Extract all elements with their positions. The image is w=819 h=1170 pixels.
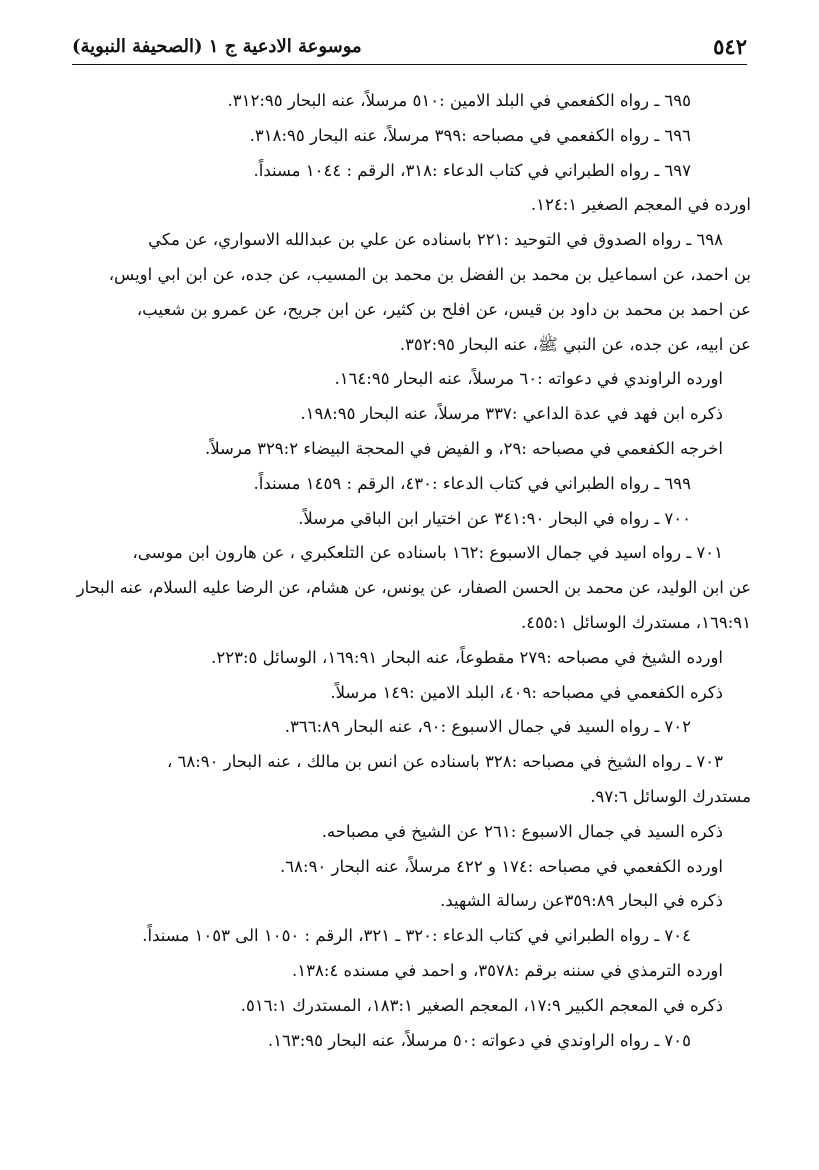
text-line: ذكره السيد في جمال الاسبوع :٢٦١ عن الشيخ في مصباحه.: [321, 821, 723, 841]
text-line: عن ابيه، عن جده، عن النبي ﷺ، عنه البحار ٣٥٢:٩٥.: [399, 334, 751, 354]
text-line: ٦٩٥ ـ رواه الكفعمي في البلد الامين :٥١٠ مرسلاً، عنه البحار ٣١٢:٩٥.: [227, 91, 691, 110]
text-line: ٧٠٠ ـ رواه في البحار ٣٤١:٩٠ عن اختيار ابن الباقي مرسلاً.: [298, 508, 691, 528]
text-line: مستدرك الوسائل ٩٧:٦.: [590, 786, 751, 806]
footnotes-body: [72, 84, 751, 1058]
text-line: ٧٠٣ ـ رواه الشيخ في مصباحه :٣٢٨ باسناده عن انس بن مالك ، عنه البحار ٦٨:٩٠ ،: [166, 752, 723, 772]
text-line: بن احمد، عن اسماعيل بن محمد بن الفضل بن محمد بن المسيب، عن جده، عن ابن ابي اويس،: [108, 264, 751, 284]
text-line: ٧٠١ ـ رواه اسيد في جمال الاسبوع :١٦٢ باسناده عن التلعكبري ، عن هارون ابن موسى،: [132, 543, 723, 563]
text-line: اورده الشيخ في مصباحه :٢٧٩ مقطوعاً، عنه البحار ١٦٩:٩١، الوسائل ٢٢٣:٥.: [211, 647, 723, 667]
text-line: عن ابن الوليد، عن محمد بن الحسن الصفار، عن يونس، عن هشام، عن الرضا عليه السلام، عنه البحار: [76, 578, 751, 598]
text-line: اخرجه الكفعمي في مصباحه :٢٩، و الفيض في المحجة البيضاء ٣٢٩:٢ مرسلاً.: [204, 438, 723, 458]
text-line: اورده في المعجم الصغير ١٢٤:١.: [530, 195, 751, 215]
text-line: ٦٩٦ ـ رواه الكفعمي في مصباحه :٣٩٩ مرسلاً، عنه البحار ٣١٨:٩٥.: [249, 125, 691, 145]
page-number: ٥٤٢: [713, 33, 747, 59]
text-line: اورده الراوندي في دعواته :٦٠ مرسلاً، عنه البحار ١٦٤:٩٥.: [334, 369, 723, 389]
text-line: ٦٩٨ ـ رواه الصدوق في التوحيد :٢٢١ باسناده عن علي بن عبدالله الاسواري، عن مكي: [148, 230, 723, 250]
text-line: ٦٩٩ ـ رواه الطبراني في كتاب الدعاء :٤٣٠، الرقم : ١٤٥٩ مسنداً.: [253, 473, 691, 493]
text-line: ذكره الكفعمي في مصباحه :٤٠٩، البلد الامين :١٤٩ مرسلاً.: [330, 682, 723, 702]
text-line: ذكره ابن فهد في عدة الداعي :٣٣٧ مرسلاً، عنه البحار ١٩٨:٩٥.: [300, 404, 723, 424]
text-line: ٧٠٤ ـ رواه الطبراني في كتاب الدعاء :٣٢٠ ـ ٣٢١، الرقم : ١٠٥٠ الى ١٠٥٣ مسنداً.: [142, 926, 691, 946]
text-line: ذكره في البحار ٣٥٩:٨٩عن رسالة الشهيد.: [440, 891, 723, 911]
text-line: اورده الترمذي في سننه برقم :٣٥٧٨، و احمد في مسنده ١٣٨:٤.: [292, 960, 723, 980]
text-line: ٧٠٢ ـ رواه السيد في جمال الاسبوع :٩٠، عنه البحار ٣٦٦:٨٩.: [284, 717, 691, 737]
text-line: عن احمد بن محمد بن داود بن قيس، عن افلح بن كثير، عن ابن جريح، عن عمرو بن شعيب،: [136, 299, 751, 319]
text-line: ١٦٩:٩١، مستدرك الوسائل ٤٥٥:١.: [520, 612, 751, 632]
text-line: ٦٩٧ ـ رواه الطبراني في كتاب الدعاء :٣١٨، الرقم : ١٠٤٤ مسنداً.: [253, 160, 691, 180]
text-line: ٧٠٥ ـ رواه الراوندي في دعواته :٥٠ مرسلاً، عنه البحار ١٦٣:٩٥.: [267, 1030, 691, 1050]
text-line: ذكره في المعجم الكبير ١٧:٩، المعجم الصغير ١٨٣:١، المستدرك ٥١٦:١.: [240, 995, 723, 1015]
page-header: [72, 28, 747, 65]
running-title: موسوعة الادعية ج ١ (الصحيفة النبوية): [72, 35, 362, 57]
text-line: اورده الكفعمي في مصباحه :١٧٤ و ٤٢٢ مرسلاً، عنه البحار ٦٨:٩٠.: [280, 856, 723, 876]
